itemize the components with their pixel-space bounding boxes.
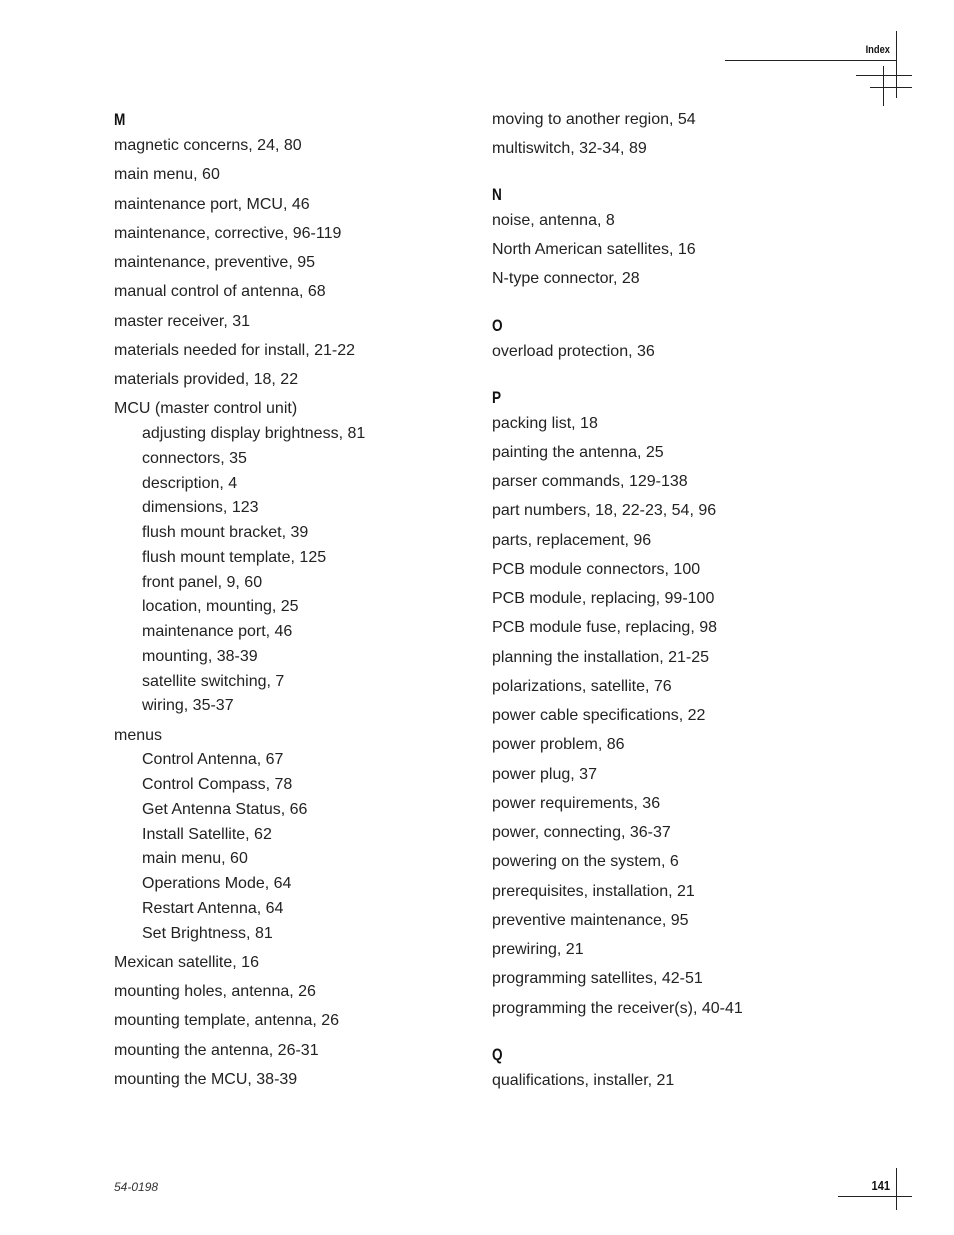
index-entry: power, connecting, 36-37 bbox=[492, 824, 671, 841]
index-subentry: Control Antenna, 67 bbox=[142, 751, 284, 768]
index-subentry: main menu, 60 bbox=[142, 850, 248, 867]
crop-mark-vertical-inner bbox=[883, 66, 884, 106]
index-entry: parser commands, 129-138 bbox=[492, 473, 688, 490]
index-entry: preventive maintenance, 95 bbox=[492, 912, 689, 929]
index-entry: maintenance, corrective, 96-119 bbox=[114, 225, 342, 242]
index-subentry: Install Satellite, 62 bbox=[142, 826, 272, 843]
index-entry: manual control of antenna, 68 bbox=[114, 283, 326, 300]
index-subentry: description, 4 bbox=[142, 475, 238, 492]
index-subentry: Restart Antenna, 64 bbox=[142, 900, 284, 917]
index-entry: main menu, 60 bbox=[114, 166, 220, 183]
index-entry: part numbers, 18, 22-23, 54, 96 bbox=[492, 502, 717, 519]
header-rule bbox=[725, 60, 897, 61]
index-entry: mounting the MCU, 38-39 bbox=[114, 1071, 298, 1088]
index-entry: PCB module fuse, replacing, 98 bbox=[492, 619, 718, 636]
index-entry: power plug, 37 bbox=[492, 766, 597, 783]
index-subentry: Get Antenna Status, 66 bbox=[142, 801, 308, 818]
index-entry: programming the receiver(s), 40-41 bbox=[492, 1000, 743, 1017]
letter-heading-q: Q bbox=[492, 1045, 503, 1064]
index-entry: magnetic concerns, 24, 80 bbox=[114, 137, 302, 154]
index-entry: moving to another region, 54 bbox=[492, 111, 696, 128]
document-code: 54-0198 bbox=[114, 1180, 159, 1194]
index-subentry: front panel, 9, 60 bbox=[142, 574, 263, 591]
index-entry: maintenance, preventive, 95 bbox=[114, 254, 316, 271]
index-subentry: adjusting display brightness, 81 bbox=[142, 425, 366, 442]
index-entry: mounting the antenna, 26-31 bbox=[114, 1042, 319, 1059]
index-entry: master receiver, 31 bbox=[114, 313, 251, 330]
index-entry: packing list, 18 bbox=[492, 415, 598, 432]
index-entry: qualifications, installer, 21 bbox=[492, 1072, 675, 1089]
index-entry: prewiring, 21 bbox=[492, 941, 584, 958]
index-entry: power cable specifications, 22 bbox=[492, 707, 706, 724]
index-entry: maintenance port, MCU, 46 bbox=[114, 196, 310, 213]
crop-mark-horizontal-inner bbox=[870, 87, 912, 88]
index-entry: PCB module connectors, 100 bbox=[492, 561, 701, 578]
section-label: Index bbox=[865, 44, 890, 56]
index-entry: prerequisites, installation, 21 bbox=[492, 883, 695, 900]
index-subentry: Control Compass, 78 bbox=[142, 776, 293, 793]
index-entry: multiswitch, 32-34, 89 bbox=[492, 140, 647, 157]
index-subentry: connectors, 35 bbox=[142, 450, 247, 467]
index-entry: menus bbox=[114, 727, 163, 744]
index-subentry: satellite switching, 7 bbox=[142, 673, 285, 690]
index-entry: North American satellites, 16 bbox=[492, 241, 696, 258]
index-entry: mounting holes, antenna, 26 bbox=[114, 983, 316, 1000]
index-entry: powering on the system, 6 bbox=[492, 853, 679, 870]
crop-mark-horizontal bbox=[856, 75, 912, 76]
index-entry: Mexican satellite, 16 bbox=[114, 954, 259, 971]
letter-heading-p: P bbox=[492, 388, 502, 407]
index-subentry: dimensions, 123 bbox=[142, 499, 259, 516]
page-number: 141 bbox=[871, 1178, 890, 1193]
letter-heading-m: M bbox=[114, 110, 126, 129]
index-entry: polarizations, satellite, 76 bbox=[492, 678, 672, 695]
index-entry: materials provided, 18, 22 bbox=[114, 371, 299, 388]
footer-rule bbox=[838, 1196, 912, 1197]
index-entry: painting the antenna, 25 bbox=[492, 444, 664, 461]
index-entry: overload protection, 36 bbox=[492, 343, 655, 360]
index-subentry: Operations Mode, 64 bbox=[142, 875, 292, 892]
index-subentry: Set Brightness, 81 bbox=[142, 925, 273, 942]
index-entry: parts, replacement, 96 bbox=[492, 532, 652, 549]
letter-heading-o: O bbox=[492, 316, 503, 335]
index-entry: programming satellites, 42-51 bbox=[492, 970, 703, 987]
index-entry: mounting template, antenna, 26 bbox=[114, 1012, 340, 1029]
index-entry: planning the installation, 21-25 bbox=[492, 649, 710, 666]
index-entry: MCU (master control unit) bbox=[114, 400, 298, 417]
index-subentry: wiring, 35-37 bbox=[142, 697, 234, 714]
footer-crop-mark-vertical bbox=[896, 1168, 897, 1210]
index-subentry: maintenance port, 46 bbox=[142, 623, 293, 640]
index-subentry: mounting, 38-39 bbox=[142, 648, 258, 665]
index-entry: N-type connector, 28 bbox=[492, 270, 640, 287]
index-entry: power problem, 86 bbox=[492, 736, 625, 753]
index-subentry: flush mount bracket, 39 bbox=[142, 524, 309, 541]
index-subentry: location, mounting, 25 bbox=[142, 598, 299, 615]
index-entry: PCB module, replacing, 99-100 bbox=[492, 590, 715, 607]
index-entry: materials needed for install, 21-22 bbox=[114, 342, 356, 359]
index-subentry: flush mount template, 125 bbox=[142, 549, 327, 566]
index-entry: noise, antenna, 8 bbox=[492, 212, 615, 229]
letter-heading-n: N bbox=[492, 185, 502, 204]
index-entry: power requirements, 36 bbox=[492, 795, 661, 812]
